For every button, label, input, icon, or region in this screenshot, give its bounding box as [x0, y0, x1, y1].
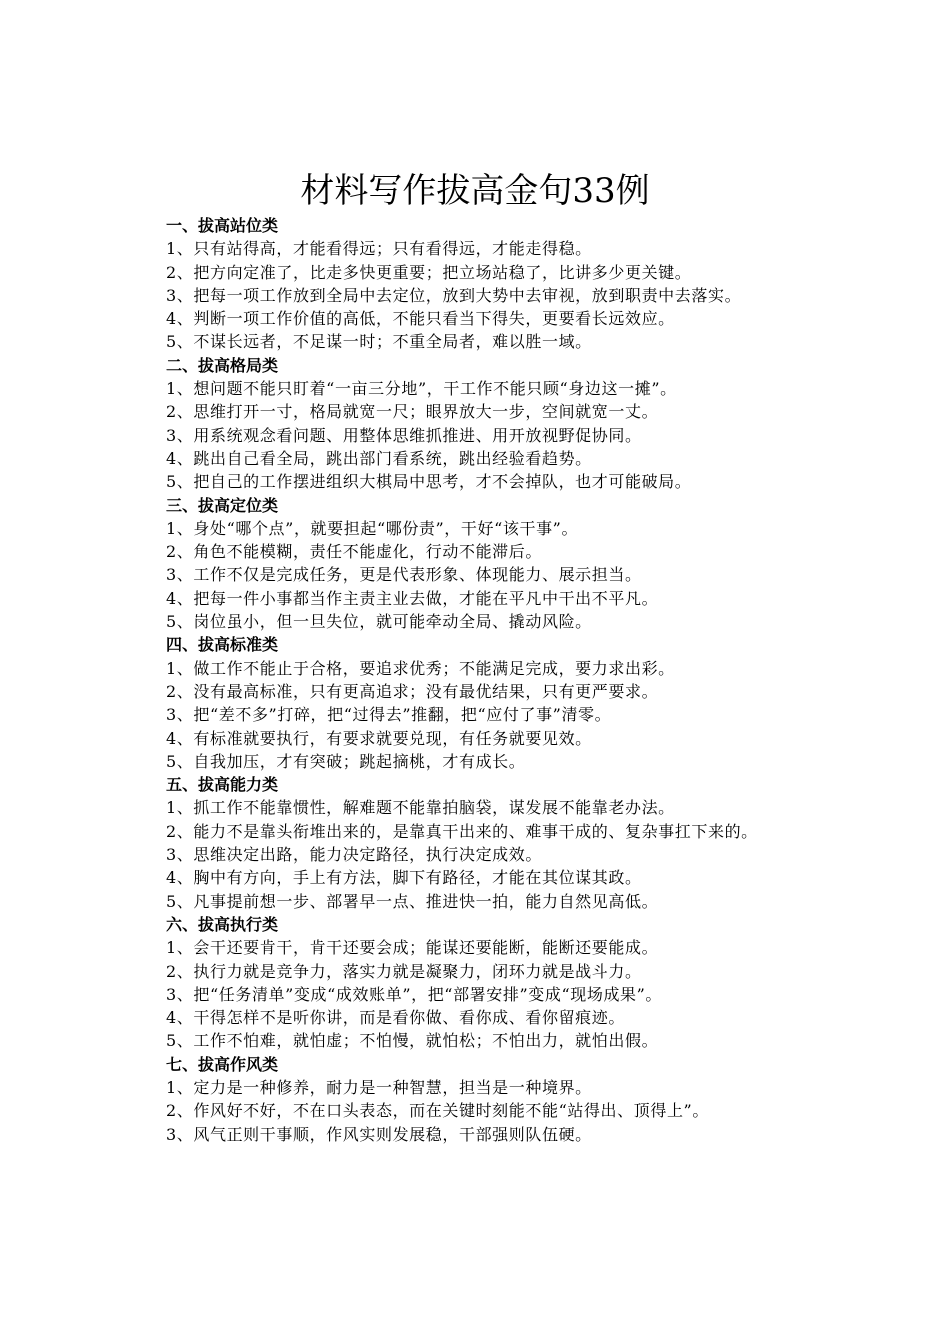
- list-item: 1、身处“哪个点”，就要担起“哪份责”，干好“该干事”。: [166, 518, 579, 538]
- list-item: 3、把每一项工作放到全局中去定位，放到大势中去审视，放到职责中去落实。: [166, 285, 742, 305]
- section-heading: 六、拔高执行类: [166, 914, 279, 934]
- list-item: 4、跳出自己看全局，跳出部门看系统，跳出经验看趋势。: [166, 448, 592, 468]
- list-item: 5、不谋长远者，不足谋一时；不重全局者，难以胜一域。: [166, 332, 592, 352]
- section-2: [128, 354, 834, 494]
- list-item: 3、思维决定出路，能力决定路径，执行决定成效。: [166, 845, 542, 865]
- list-item: 2、作风好不好，不在口头表态，而在关键时刻能不能“站得出、顶得上”。: [166, 1101, 709, 1121]
- list-item: 2、思维打开一寸，格局就宽一尺；眼界放大一步，空间就宽一丈。: [166, 402, 659, 422]
- list-item: 1、会干还要肯干，肯干还要会成；能谋还要能断，能断还要能成。: [166, 938, 659, 958]
- list-item: 4、胸中有方向，手上有方法，脚下有路径，才能在其位谋其政。: [166, 868, 642, 888]
- section-1: [128, 214, 834, 354]
- section-heading: 三、拔高定位类: [166, 495, 279, 515]
- list-item: 5、工作不怕难，就怕虚；不怕慢，就怕松；不怕出力，就怕出假。: [166, 1031, 659, 1051]
- document-title: 材料写作拔高金句33例: [300, 171, 650, 211]
- list-item: 4、把每一件小事都当作主责主业去做，才能在平凡中干出不平凡。: [166, 588, 659, 608]
- list-item: 1、定力是一种修养，耐力是一种智慧，担当是一种境界。: [166, 1077, 592, 1097]
- list-item: 4、判断一项工作价值的高低，不能只看当下得失，更要看长远效应。: [166, 309, 675, 329]
- section-heading: 二、拔高格局类: [166, 355, 279, 375]
- list-item: 4、干得怎样不是听你讲，而是看你做、看你成、看你留痕迹。: [166, 1008, 625, 1028]
- section-5: [128, 773, 834, 913]
- list-item: 2、执行力就是竞争力，落实力就是凝聚力，闭环力就是战斗力。: [166, 961, 642, 981]
- section-6: [128, 913, 834, 1053]
- list-item: 5、凡事提前想一步、部署早一点、推进快一拍，能力自然见高低。: [166, 891, 659, 911]
- section-heading: 七、拔高作风类: [166, 1054, 279, 1074]
- list-item: 2、能力不是靠头衔堆出来的，是靠真干出来的、难事干成的、复杂事扛下来的。: [166, 821, 758, 841]
- section-4: [128, 633, 834, 773]
- list-item: 1、只有站得高，才能看得远；只有看得远，才能走得稳。: [166, 239, 592, 259]
- document-body: [128, 214, 834, 1146]
- list-item: 5、自我加压，才有突破；跳起摘桃，才有成长。: [166, 751, 526, 771]
- list-item: 2、把方向定准了，比走多快更重要；把立场站稳了，比讲多少更关键。: [166, 262, 692, 282]
- section-heading: 一、拔高站位类: [166, 216, 279, 235]
- list-item: 2、没有最高标准，只有更高追求；没有最优结果，只有更严要求。: [166, 681, 659, 701]
- list-item: 1、做工作不能止于合格，要追求优秀；不能满足完成，要力求出彩。: [166, 658, 675, 678]
- section-heading: 四、拔高标准类: [166, 635, 279, 655]
- list-item: 3、用系统观念看问题、用整体思维抓推进、用开放视野促协同。: [166, 425, 642, 445]
- list-item: 1、想问题不能只盯着“一亩三分地”，干工作不能只顾“身边这一摊”。: [166, 379, 677, 399]
- list-item: 3、工作不仅是完成任务，更是代表形象、体现能力、展示担当。: [166, 565, 642, 585]
- list-item: 1、抓工作不能靠惯性，解难题不能靠拍脑袋，谋发展不能靠老办法。: [166, 798, 675, 818]
- list-item: 3、把“差不多”打碎，把“过得去”推翻，把“应付了事”清零。: [166, 705, 612, 725]
- list-item: 5、把自己的工作摆进组织大棋局中思考，才不会掉队，也才可能破局。: [166, 472, 692, 492]
- list-item: 5、岗位虽小，但一旦失位，就可能牵动全局、撬动风险。: [166, 612, 592, 632]
- list-item: 2、角色不能模糊，责任不能虚化，行动不能滞后。: [166, 542, 542, 562]
- list-item: 3、风气正则干事顺，作风实则发展稳，干部强则队伍硬。: [166, 1124, 592, 1144]
- section-heading: 五、拔高能力类: [166, 775, 279, 795]
- section-3: [128, 494, 834, 634]
- section-7: [128, 1053, 834, 1146]
- list-item: 3、把“任务清单”变成“成效账单”，把“部署安排”变成“现场成果”。: [166, 984, 663, 1004]
- list-item: 4、有标准就要执行，有要求就要兑现，有任务就要见效。: [166, 728, 592, 748]
